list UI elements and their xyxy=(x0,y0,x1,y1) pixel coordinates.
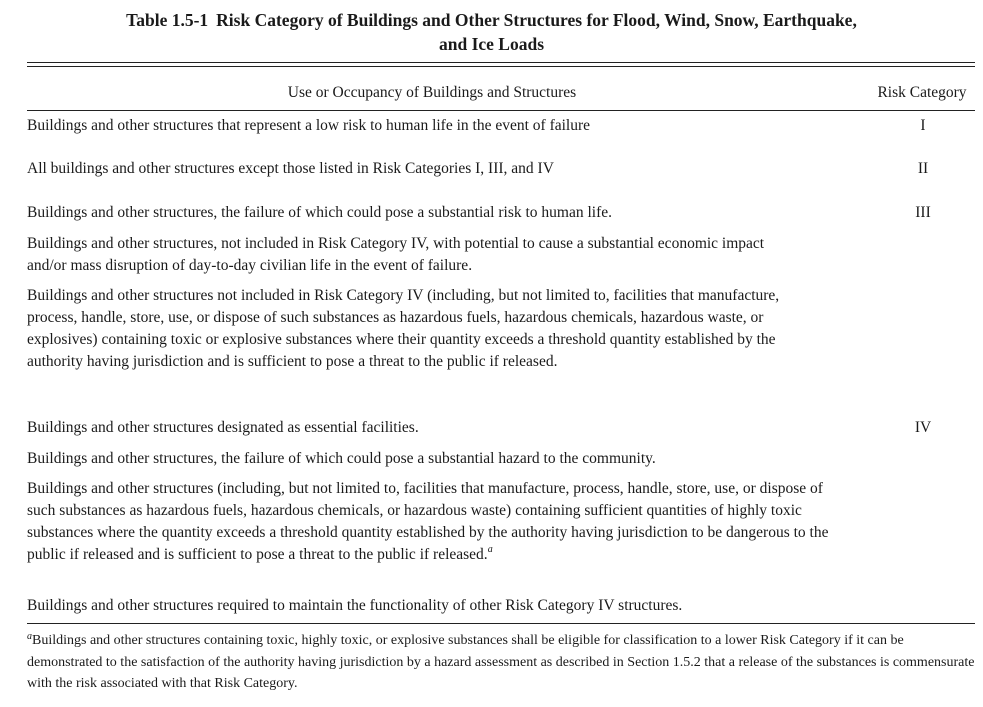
row-description: Buildings and other structures, the failure of which could pose a substantial hazard to the community. xyxy=(27,450,656,467)
top-rule-2 xyxy=(27,66,975,67)
row-description: Buildings and other structures not included in Risk Category IV (including, but not limited to, facilities that manufacture, process, handle, store, use, or dispose of such substances as hazardous fuels, hazardous chemicals, hazardous waste, or explosives) containing toxic or explosive substances where their quantity exceeds a threshold quantity established by the authority having jurisdiction and is sufficient to pose a threat to the public if released. xyxy=(27,287,780,370)
footnote-mark: a xyxy=(27,631,32,643)
row-description: All buildings and other structures except those listed in Risk Categories I, III, and IV xyxy=(27,160,554,177)
table-row xyxy=(27,158,847,180)
column-header-use: Use or Occupancy of Buildings and Structures xyxy=(287,84,577,101)
table-title-line-2: and Ice Loads xyxy=(438,34,545,54)
row-description: Buildings and other structures, the failure of which could pose a substantial risk to human life. xyxy=(27,204,612,221)
row-description: Buildings and other structures, not included in Risk Category IV, with potential to cause a substantial economic impact and/or mass disruption of day-to-day civilian life in the event of failure. xyxy=(27,235,765,274)
risk-category-value: III xyxy=(915,204,931,221)
footnote-text: Buildings and other structures containing toxic, highly toxic, or explosive substances shall be eligible for classification to a lower Risk Category if it can be demonstrated to the satisfaction of the authority having jurisdiction by a hazard assessment as described in Section 1.5.2 that a release of the substances is commensurate with the risk associated with that Risk Category. xyxy=(27,633,975,691)
risk-category-value: I xyxy=(920,117,926,134)
risk-category-value: IV xyxy=(914,419,932,436)
bottom-rule xyxy=(27,623,975,624)
row-description: Buildings and other structures that represent a low risk to human life in the event of failure xyxy=(27,117,591,134)
table-row xyxy=(27,448,847,470)
table-footnote xyxy=(27,630,975,695)
risk-category-value: II xyxy=(917,160,929,177)
table-row xyxy=(27,595,847,617)
table-title xyxy=(0,8,983,56)
header-rule xyxy=(27,110,975,111)
table-title-text: Risk Category of Buildings and Other Structures for Flood, Wind, Snow, Earthquake, xyxy=(216,10,857,30)
column-header-risk-category: Risk Category xyxy=(877,84,967,101)
table-row xyxy=(27,233,777,277)
table-row xyxy=(27,115,847,137)
row-description: Buildings and other structures required to maintain the functionality of other Risk Category IV structures. xyxy=(27,597,683,614)
table-number: Table 1.5-1 xyxy=(126,10,209,30)
row-description: Buildings and other structures (including, but not limited to, facilities that manufacture, process, handle, store, use, or dispose of such substances as hazardous fuels, hazardous chemicals, or hazardous waste) containing sufficient quantities of highly toxic substances where the quantity exceeds a threshold quantity established by the authority having jurisdiction to be dangerous to the public if released and is sufficient to pose a threat to the public if released. xyxy=(27,480,829,563)
table-row xyxy=(27,202,847,224)
table-row xyxy=(27,478,839,566)
table-row xyxy=(27,417,847,439)
row-description: Buildings and other structures designated as essential facilities. xyxy=(27,419,419,436)
top-rule-1 xyxy=(27,62,975,63)
table-title-line-1 xyxy=(0,8,983,32)
footnote-mark: a xyxy=(487,543,493,555)
table-row xyxy=(27,285,832,373)
